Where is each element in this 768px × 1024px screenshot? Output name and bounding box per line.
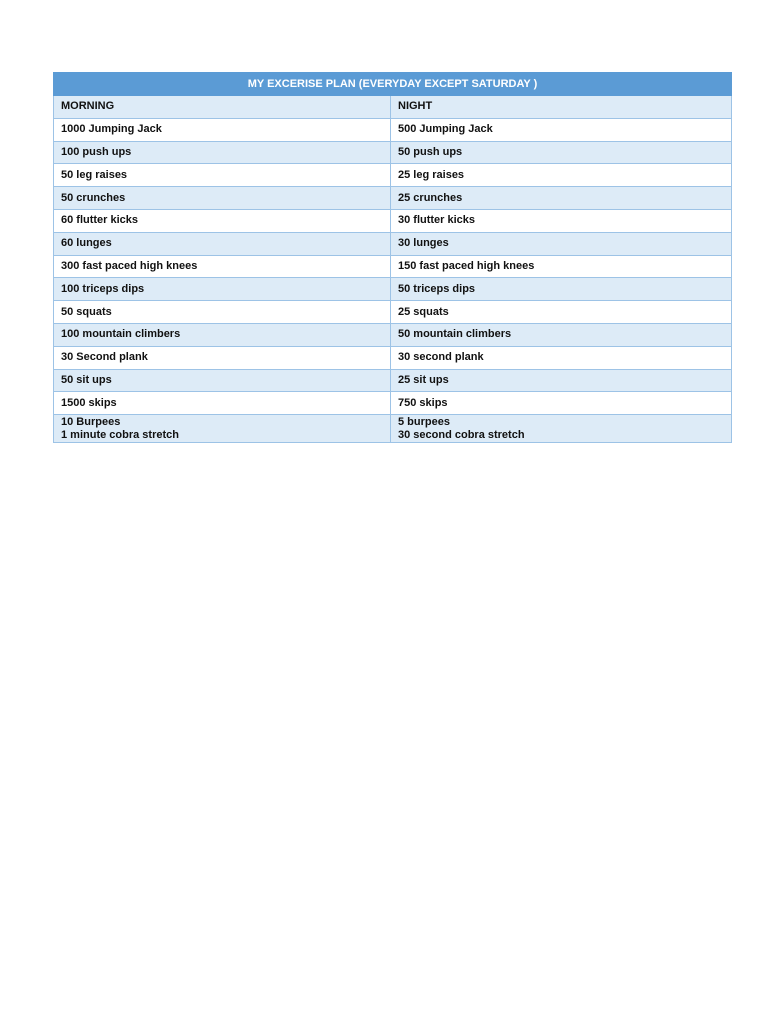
night-cell: 5 burpees 30 second cobra stretch xyxy=(391,415,732,443)
night-cell: 50 push ups xyxy=(391,141,732,164)
night-cell: 150 fast paced high knees xyxy=(391,255,732,278)
table-row xyxy=(54,369,732,392)
table-row xyxy=(54,164,732,187)
night-cell: 25 sit ups xyxy=(391,369,732,392)
morning-cell: 60 lunges xyxy=(54,232,391,255)
table-row xyxy=(54,209,732,232)
header-night: NIGHT xyxy=(391,96,732,119)
morning-cell: 1500 skips xyxy=(54,392,391,415)
morning-cell: 100 triceps dips xyxy=(54,278,391,301)
table-row xyxy=(54,255,732,278)
morning-cell: 60 flutter kicks xyxy=(54,209,391,232)
morning-cell: 100 push ups xyxy=(54,141,391,164)
exercise-plan-table xyxy=(53,72,732,443)
table-header-row xyxy=(54,96,732,119)
morning-cell: 300 fast paced high knees xyxy=(54,255,391,278)
morning-cell: 10 Burpees 1 minute cobra stretch xyxy=(54,415,391,443)
table-row xyxy=(54,323,732,346)
night-cell: 25 crunches xyxy=(391,187,732,210)
night-cell: 30 flutter kicks xyxy=(391,209,732,232)
morning-cell: 50 crunches xyxy=(54,187,391,210)
document-page xyxy=(53,72,731,443)
morning-cell: 50 leg raises xyxy=(54,164,391,187)
table-title-row xyxy=(54,73,732,96)
morning-cell: 100 mountain climbers xyxy=(54,323,391,346)
table-row xyxy=(54,278,732,301)
table-title: MY EXCERISE PLAN (EVERYDAY EXCEPT SATURDAY ) xyxy=(54,73,732,96)
header-morning: MORNING xyxy=(54,96,391,119)
table-row xyxy=(54,415,732,443)
night-cell: 750 skips xyxy=(391,392,732,415)
table-row xyxy=(54,346,732,369)
night-cell: 25 leg raises xyxy=(391,164,732,187)
morning-cell: 50 sit ups xyxy=(54,369,391,392)
table-row xyxy=(54,187,732,210)
table-row xyxy=(54,141,732,164)
morning-cell: 50 squats xyxy=(54,301,391,324)
night-cell: 500 Jumping Jack xyxy=(391,118,732,141)
table-row xyxy=(54,392,732,415)
morning-cell: 1000 Jumping Jack xyxy=(54,118,391,141)
night-cell: 50 mountain climbers xyxy=(391,323,732,346)
table-row xyxy=(54,301,732,324)
table-row xyxy=(54,118,732,141)
night-cell: 30 second plank xyxy=(391,346,732,369)
night-cell: 25 squats xyxy=(391,301,732,324)
night-cell: 30 lunges xyxy=(391,232,732,255)
morning-cell: 30 Second plank xyxy=(54,346,391,369)
table-row xyxy=(54,232,732,255)
night-cell: 50 triceps dips xyxy=(391,278,732,301)
